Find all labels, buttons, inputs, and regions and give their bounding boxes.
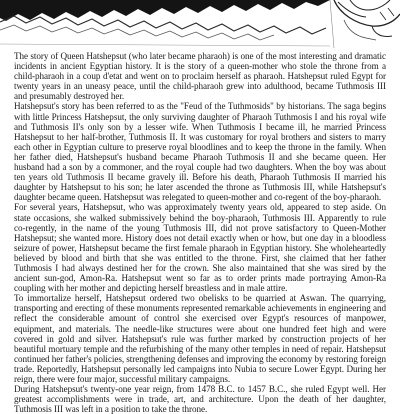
article-body xyxy=(14,51,386,414)
paragraph-4: To immortalize herself, Hatshepsut ordered two obelisks to be quarried at Aswan. The quarrying, transporting and erecting of these monuments represented remarkable achievements in engineering and reflect the considerable amount of control she exercised over Egypt's resources of manpower, equipment, and materials. The needle-like structures were about one hundred feet high and were covered in gold and silver. Hatshepsut's rule was further marked by construction projects of her beautiful mortuary temple and the refurbishing of the many other temples in need of repair. Hatshepsut continued her father's policies, strengthening defenses and improving the economy by restoring foreign trade. Reportedly, Hatshepsut personally led campaigns into Nubia to secure Lower Egypt. During her reign, there were four major, successful military campaigns. xyxy=(14,293,386,384)
paragraph-3: For several years, Hatshepsut, who was approximately twenty years old, appeared to step aside. On state occasions, she walked submissively behind the boy-pharaoh, Tuthmosis III. Apparently to rule co-regently, in the name of the young Tuthmosis III, did not prove satisfactory to Queen-Mother Hatshepsut; she wanted more. History does not detail exactly when or how, but one day in a bloodless seizure of power, Hatshepsut became the first female pharaoh in Egyptian history. She wholeheartedly believed by blood and birth that she was entitled to the throne. First, she claimed that her father Tuthmosis I had always destined her for the crown. She also maintained that she was sired by the ancient sun-god, Amon-Ra. Hatshepsut went so far as to order prints made portraying Amon-Ra coupling with her mother and depicting herself breastless and in male attire. xyxy=(14,202,386,294)
paragraph-1: The story of Queen Hatshepsut (who later became pharaoh) is one of the most interesting and dramatic incidents in ancient Egyptian history. It is the story of a queen-mother who stole the throne from a child-pharaoh in a coup d'etat and went on to proclaim herself as pharaoh. Hatshepsut ruled Egypt for twenty years in an uneasy peace, until the child-pharaoh grew into adulthood, became Tuthmosis III and presumably destroyed her. xyxy=(14,51,386,102)
paragraph-5: During Hatshepsut's twenty-one year reign, from 1478 B.C. to 1457 B.C., she ruled Egypt well. Her greatest accomplishments were in trade, art, and architecture. Upon the death of her daughter, Tuthmosis III was left in a position to take the throne. xyxy=(14,384,386,414)
decorative-header-illustration xyxy=(0,0,400,50)
egyptian-frieze-icon xyxy=(0,0,400,50)
paragraph-2: Hatshepsut's story has been referred to as the "Feud of the Tuthmosids" by historians. The saga begins with little Princess Hatshepsut, the only surviving daughter of Pharaoh Tuthmosis I and his royal wife and Tuthmosis II's only son by a lesser wife. When Tuthmosis I became ill, he married Princess Hatshepsut to her half-brother, Tuthmosis II. It was customary for royal brothers and sisters to marry each other in Egyptian culture to preserve royal bloodlines and to keep the throne in the family. When her father died, Hatshepsut's husband became Pharaoh Tuthmosis II and she became queen. Her husband had a son by a commoner, and the royal couple had two daughters. When the boy was about ten years old Tuthmosis II became gravely ill. Before his death, Pharaoh Tuthmosis II married his daughter by Hatshepsut to his son; he later ascended the throne as Tuthmosis III, while Hatshepsut's daughter became queen. Hatshepsut was relegated to queen-mother and co-regent of the boy-pharaoh. xyxy=(14,101,386,203)
